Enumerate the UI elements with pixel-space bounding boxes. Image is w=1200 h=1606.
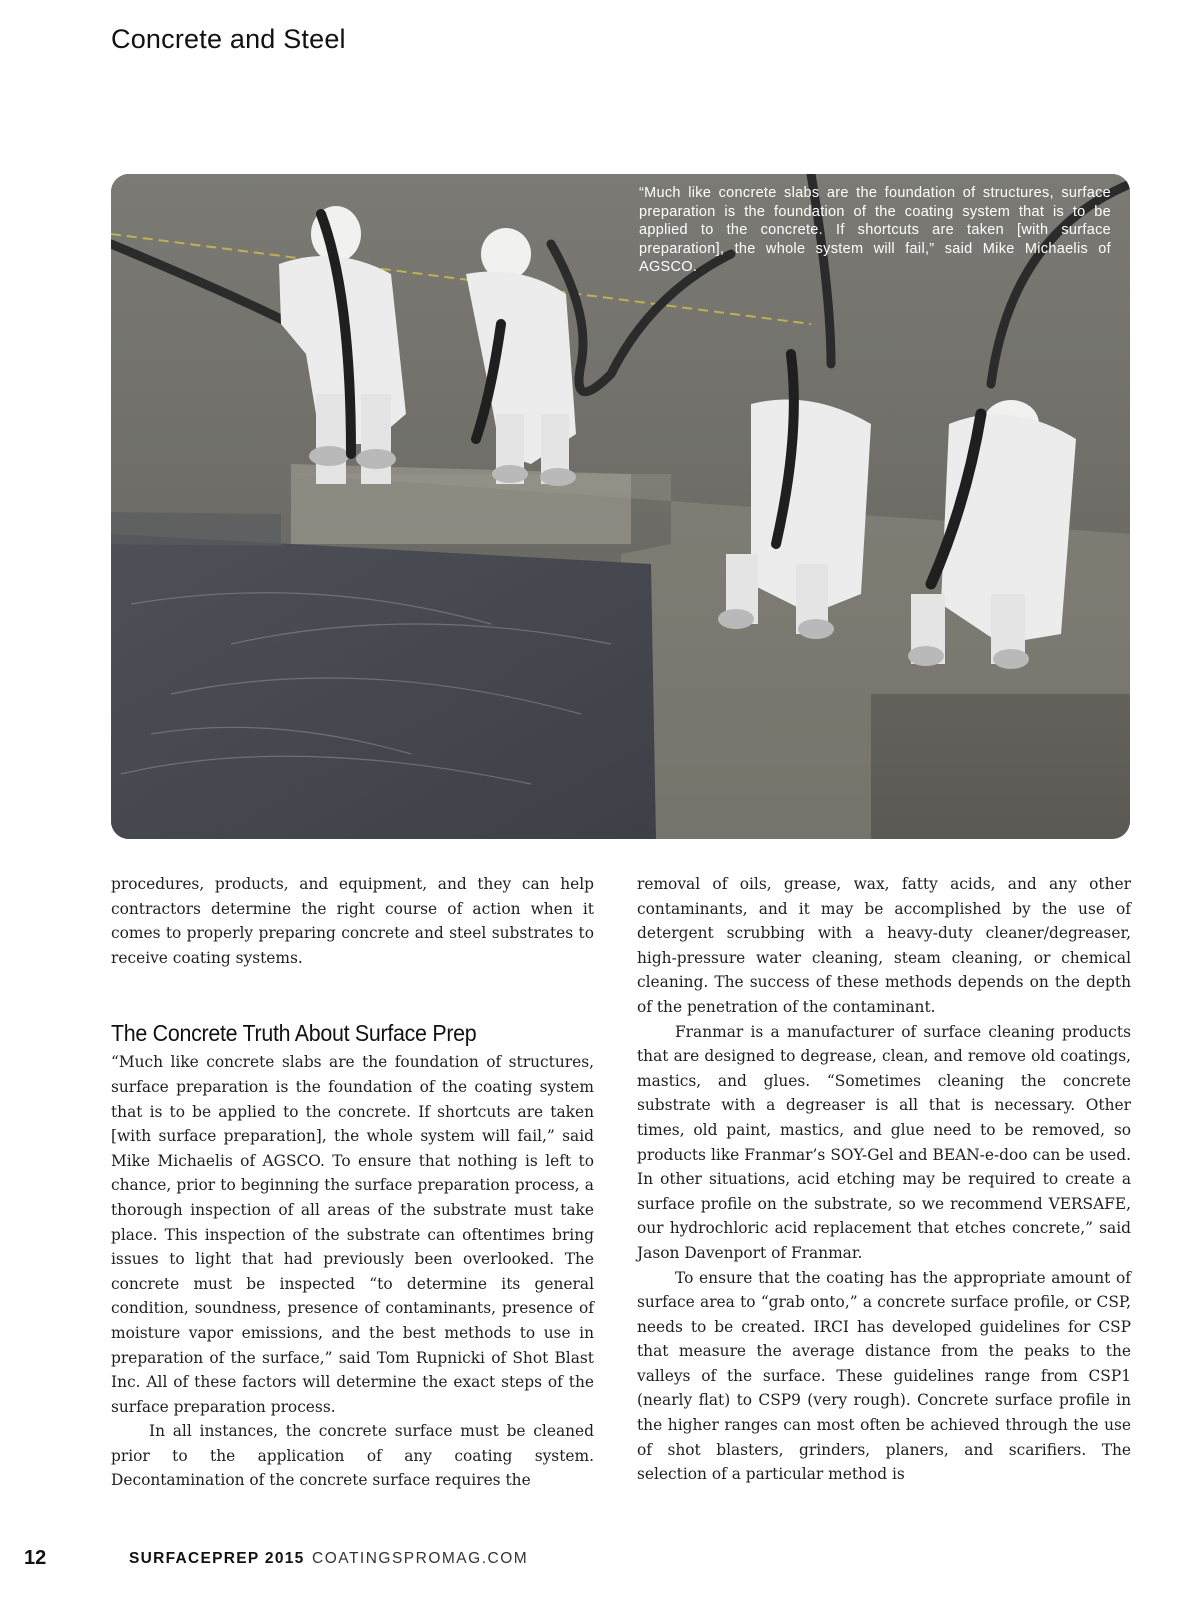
magazine-website: COATINGSPROMAG.COM [312, 1550, 529, 1567]
left-paragraph-1: “Much like concrete slabs are the foundation of structures, surface preparation is the foundation of the coating system that is to be applied to the concrete. If shortcuts are taken [with surface preparation], the whole system will fail,” said Mike Michaelis of AGSCO. To ensure that nothing is left to chance, prior to beginning the surface preparation process, a thorough inspection of all areas of the substrate must take place. This inspection of the substrate can oftentimes bring issues to light that had previously been overlooked. The concrete must be inspected “to determine its general condition, soundness, presence of contaminants, presence of moisture vapor emissions, and the best methods to use in preparation of the surface,” said Tom Rupnicki of Shot Blast Inc. All of these factors will determine the exact steps of the surface preparation process. [111, 1053, 594, 1416]
photo-workers-blasting-concrete [111, 174, 1130, 839]
right-column [637, 872, 1131, 1487]
dark-coated-slab [111, 534, 656, 839]
subhead: The Concrete Truth About Surface Prep [111, 1020, 477, 1047]
left-paragraph-2: In all instances, the concrete surface must be cleaned prior to the application of any coating system. Decontamination of the concrete surface requires the [111, 1422, 594, 1490]
right-paragraph-2: Franmar is a manufacturer of surface cleaning products that are designed to degrease, clean, and remove old coatings, mastics, and glues. “Sometimes cleaning the concrete substrate with a degreaser is all that is necessary. Other times, old paint, mastics, and glue need to be removed, so products like Franmar’s SOY-Gel and BEAN-e-doo can be used. In other situations, acid etching may be required to create a surface profile on the substrate, so we recommend VERSAFE, our hydrochloric acid replacement that etches concrete,” said Jason Davenport of Franmar. [637, 1022, 1131, 1262]
photo-caption: “Much like concrete slabs are the foundation of structures, surface preparation is the foundation of the coating system that is to be applied to the concrete. If shortcuts are taken [with surface preparation], the whole system will fail,” said Mike Michaelis of AGSCO. [639, 185, 1111, 275]
page-footer [24, 1547, 1174, 1573]
magazine-name: SURFACEPREP 2015 [129, 1550, 305, 1567]
section-title: Concrete and Steel [111, 24, 346, 54]
page-number: 12 [24, 1547, 47, 1569]
left-column [111, 872, 594, 1493]
dark-slab-edge [111, 512, 281, 546]
intro-paragraph: procedures, products, and equipment, and they can help contractors determine the right course of action when it comes to properly preparing concrete and steel substrates to receive coating systems. [111, 875, 594, 967]
right-paragraph-3: To ensure that the coating has the appropriate amount of surface area to “grab onto,” a concrete surface profile, or CSP, needs to be created. IRCI has developed guidelines for CSP that measure the average distance from the peaks to the valleys of the surface. These guidelines range from CSP1 (nearly flat) to CSP9 (very rough). Concrete surface profile in the higher ranges can most often be achieved through the use of shot blasters, grinders, planers, and scarifiers. The selection of a particular method is [637, 1268, 1131, 1484]
right-paragraph-1: removal of oils, grease, wax, fatty acids, and any other contaminants, and it may be accomplished by the use of detergent scrubbing with a heavy-duty cleaner/degreaser, high-pressure water cleaning, steam cleaning, or chemical cleaning. The success of these methods depends on the depth of the penetration of the contaminant. [637, 875, 1131, 1016]
